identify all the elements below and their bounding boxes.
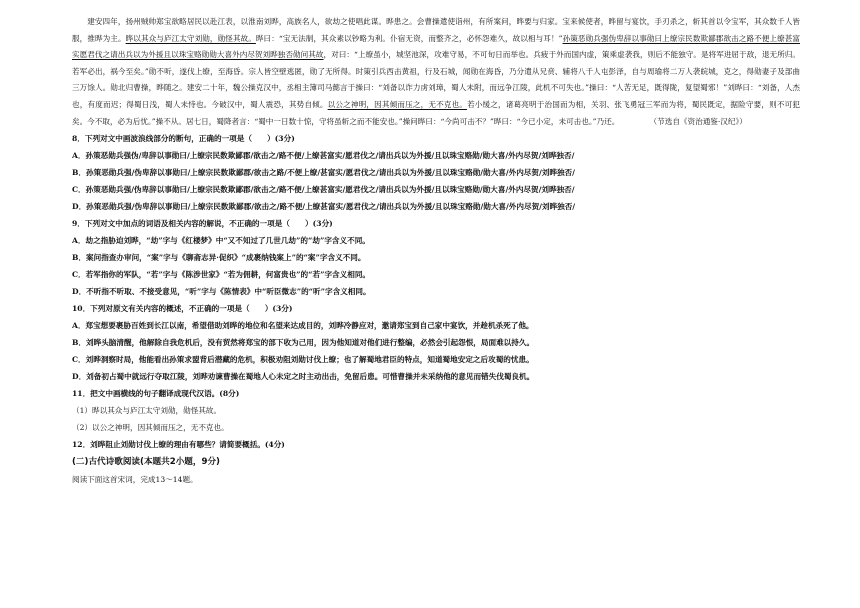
question-9-option-d: D．不听指不听取、不接受意见，“听”字与《陈情表》中“听臣微志”的“听”字含义相同。 bbox=[72, 287, 371, 297]
passage-text-4: 若小缓之，诸葛亮明于治国而为相，关羽、张飞勇冠三军而为将，蜀民既定，据险守要，则不可犯矣。今不取，必为后忧。”操不从。居七日，蜀降者言：“蜀中一日数十惊，守将虽斩之而不能安也。”操问晔曰：“今尚可击不？”晔曰：“今已小定，未可击也。”乃还。 bbox=[72, 99, 800, 126]
question-10-option-b: B．刘晔头脑清醒，他解除自我危机后，没有贸然将郑宝的部下收为己用，因为他知道对他们进行整编，必然会引起怨恨，局面难以持久。 bbox=[72, 338, 535, 348]
underlined-sentence-1: 晔以其众与庐江太守刘勋，勋怪其故。 bbox=[125, 33, 256, 43]
question-11-item-1: （1）晔以其众与庐江太守刘勋，勋怪其故。 bbox=[72, 406, 222, 416]
question-10-stem: 10．下列对原文有关内容的概述，不正确的一项是（ ）(3分) bbox=[72, 304, 293, 314]
question-8-option-b: B．孙策恶勋兵强/伪卑辞以事勋曰/上缭宗民数欺鄙郡/欲击之路/不便上缭/甚富实/愿君伐之/请出兵以为外援/且以珠宝赂勋/勋大喜/外内尽贺/刘晔独否/ bbox=[72, 168, 575, 178]
question-8-option-d: D．孙策恶勋兵强/伪卑辞以事勋曰/上缭宗民数欺鄙郡/欲击之/路不便/上缭甚富实/愿君伐之/请出兵以为外援/且以珠宝赂勋/勋大喜/外内尽贺/刘晔独否/ bbox=[72, 202, 576, 212]
passage-text-2: 晔曰：“宝无法制，其众素以钞略为利。仆宿无资，而整齐之，必怀怨难久，故以相与耳！” bbox=[255, 33, 563, 43]
passage-text-3: ，对曰：“上缭虽小，城坚池深，攻难守易，不可旬日而举也。兵疲于外而国内虚，策乘虚袭我，则后不能独守。是将军进屈于敌，退无所归。若军必出，祸今至矣。”勋不听，遂伐上缭，至海昏。宗人皆空壁逃匿，勋了无所得。时策引兵西击黄祖，行及石城，闻勋在海昏，乃分遣从兄贲、辅将八千人屯彭泽，自与周瑜将二万人袭皖城，克之，得勋妻子及部曲三万馀人。勋北归曹操，晔随之。建安二十年，魏公操克汉中，丞相主簿司马懿言于操曰：“刘备以诈力虏刘璋，蜀人未附，而远争江陵，此机不可失也。”操曰：“人苦无足，既得陇，复望蜀邪！”刘晔曰：“刘备，人杰也，有度而迟；得蜀日浅，蜀人未恃也。今破汉中，蜀人震恐，其势自倾。 bbox=[72, 50, 801, 109]
question-10-option-d: D．刘备初占蜀中就远行夺取江陵，刘晔劝谏曹操在蜀地人心未定之时主动出击，免留后患。可惜曹操并未采纳他的意见而错失伐蜀良机。 bbox=[72, 372, 535, 382]
question-8-option-c: C．孙策恶勋兵强/伪卑辞以事勋曰/上缭宗民数欺鄙郡/欲击之/路不便/上缭甚富实/愿君伐之/请出兵以为外援/且以珠宝赂勋/勋大喜/外内尽贺/刘晔独否/ bbox=[72, 185, 575, 195]
section-2-title: (二)古代诗歌阅读(本题共2小题，9分) bbox=[72, 457, 220, 468]
underlined-sentence-2: 以公之神明，因其倾而压之，无不克也。 bbox=[327, 99, 468, 109]
question-8-option-a: A．孙策恶勋兵强伪/卑辞以事勋曰/上缭宗民数欺鄙郡/欲击之/路不便/上缭甚富实/愿君伐之/请出兵以为外援/且以珠宝赂勋/勋大喜/外内尽贺/刘晔独否/ bbox=[72, 151, 575, 161]
question-10-option-a: A．郑宝想要裹胁百姓到长江以南，希望借助刘晔的地位和名望来达成目的，刘晔冷静应对，邀请郑宝到自己家中宴饮，并趁机杀死了他。 bbox=[72, 321, 534, 331]
question-11-item-2: （2）以公之神明，因其倾而压之，无不克也。 bbox=[72, 423, 229, 433]
question-9-stem: 9．下列对文中加点的词语及相关内容的解说，不正确的一项是（ ）(3分) bbox=[72, 219, 333, 229]
question-8-stem: 8．下列对文中画波浪线部分的断句，正确的一项是（ ）(3分) bbox=[72, 134, 295, 144]
question-11-stem: 11．把文中画横线的句子翻译成现代汉语。(8分) bbox=[72, 389, 240, 399]
passage-source: （节选自《资治通鉴·汉纪》） bbox=[653, 116, 747, 126]
question-10-option-c: C．刘晔洞察时局，他能看出孙策求盟背后潜藏的危机，积极劝阻刘勋讨伐上缭；也了解蜀地君臣的特点，知道蜀地安定之后攻蜀的忧患。 bbox=[72, 355, 534, 365]
question-9-option-a: A．劫之指胁迫刘晔，“劫”字与《红楼梦》中“又不知过了几世几劫”的“劫”字含义不同。 bbox=[72, 236, 370, 246]
section-2-instruction: 阅读下面这首宋词，完成13～14题。 bbox=[72, 475, 198, 485]
wavy-line-segment: 孙策恶勋兵强伪卑辞以事勋曰上缭宗民数欺鄙郡欲击之路不便上缭甚富实愿君伐之请出兵以为外援且以珠宝赂勋勋大喜外内尽贺刘晔独否勋问其故 bbox=[72, 33, 801, 60]
question-9-option-c: C．若军指你的军队，“若”字与《陈涉世家》“若为佣耕，何富贵也”的“若”字含义相同。 bbox=[72, 270, 371, 280]
passage-text-1: 建安四年，扬州贼帅郑宝欲略居民以赴江表，以淮南刘晔，高族名人，欲劫之使唱此谋。晔患之。会曹操遣使诣州，有所案问，晔要与归家。宝来候使者，晔留与宴饮，手刃杀之，斩其首以令宝军，其众数千人皆服，推晔为主。 bbox=[72, 17, 800, 43]
classical-passage bbox=[72, 14, 800, 130]
question-12-stem: 12．刘晔阻止刘勋讨伐上缭的理由有哪些？请简要概括。(4分) bbox=[72, 440, 285, 450]
question-9-option-b: B．案问指查办审问，“案”字与《聊斋志异·促织》“成裹纳钱案上”的“案”字含义不同。 bbox=[72, 253, 366, 263]
